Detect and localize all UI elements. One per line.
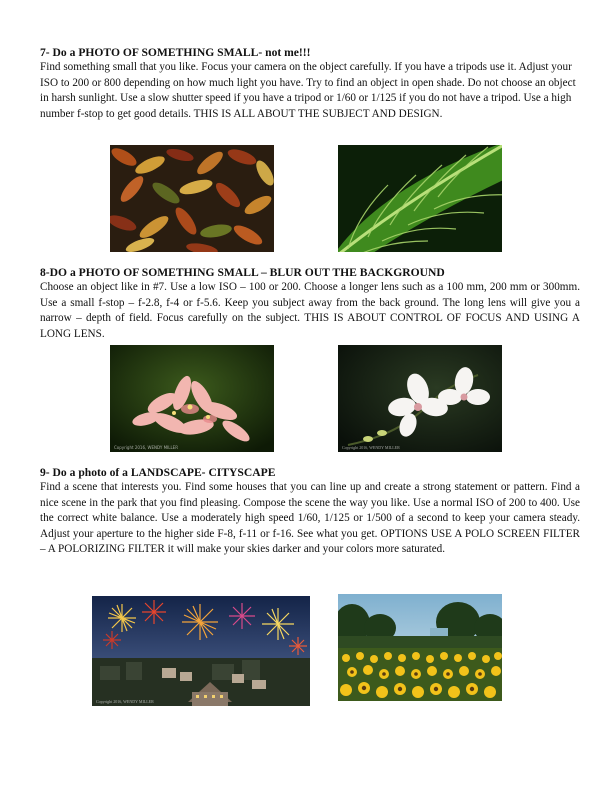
pink-flowers-photo <box>110 345 274 452</box>
section-8 <box>40 266 580 342</box>
croton-leaves-photo <box>110 145 274 252</box>
section-8-body: Choose an object like in #7. Use a low ISO – 100 or 200. Choose a longer lens such as a 100 mm, 200 mm or 300mm. Use a small f-stop – f-2.8, f-4 or f-5.6. Keep you subject away from the back ground. The long lens will give you a narrow – depth of field. Focus carefully on the subject. THIS IS ABOUT CONTROL OF FOCUS AND USING A LONG LENS. <box>40 281 580 340</box>
section-9-heading: 9- Do a photo of a LANDSCAPE- CITYSCAPE <box>40 466 276 479</box>
pink-flowers-credit: Copyright 2016, WENDY MILLER <box>114 445 178 450</box>
section-7 <box>40 46 580 122</box>
section-7-heading: 7- Do a PHOTO OF SOMETHING SMALL- not me!!! <box>40 46 311 59</box>
section-7-body: Find something small that you like. Focus your camera on the object carefully. If you have a tripods use it. Adjust your ISO to 200 or 800 depending on how much light you have. Try to find an object in open shade. Do not choose an object in harsh sunlight. Use a slow shutter speed if you have a tripod or 1/60 or 1/125 if you do not have a tripod. Use a high number f-stop to get good details. THIS IS ALL ABOUT THE SUBJECT AND DESIGN. <box>40 61 576 120</box>
section-9 <box>40 466 580 558</box>
section-9-body: Find a scene that interests you. Find some houses that you can line up and create a strong statement or pattern. Find a nice scene in the park that you find pleasing. Compose the scene the way you like. Use a normal ISO of 200 to 400. Use the correct white balance. Use a moderately high speed 1/60, 1/125 or 1/500 of a second to keep your camera steady. Adjust your aperture to the higher side F-8, f-11 or f-16. See what you get. OPTIONS USE A POLO SCREEN FILTER – A POLORIZING FILTER it will make your skies darker and your colors more saturated. <box>40 481 580 556</box>
section-8-heading: 8-DO a PHOTO OF SOMETHING SMALL – BLUR OUT THE BACKGROUND <box>40 266 445 279</box>
white-orchid-photo <box>338 345 502 452</box>
fireworks-cityscape-photo <box>92 596 310 706</box>
fireworks-credit: Copyright 2016, WENDY MILLER <box>96 699 154 704</box>
sunflower-field-photo <box>338 594 502 701</box>
green-leaf-photo <box>338 145 502 252</box>
white-orchid-credit: Copyright 2016, WENDY MILLER <box>342 445 400 450</box>
